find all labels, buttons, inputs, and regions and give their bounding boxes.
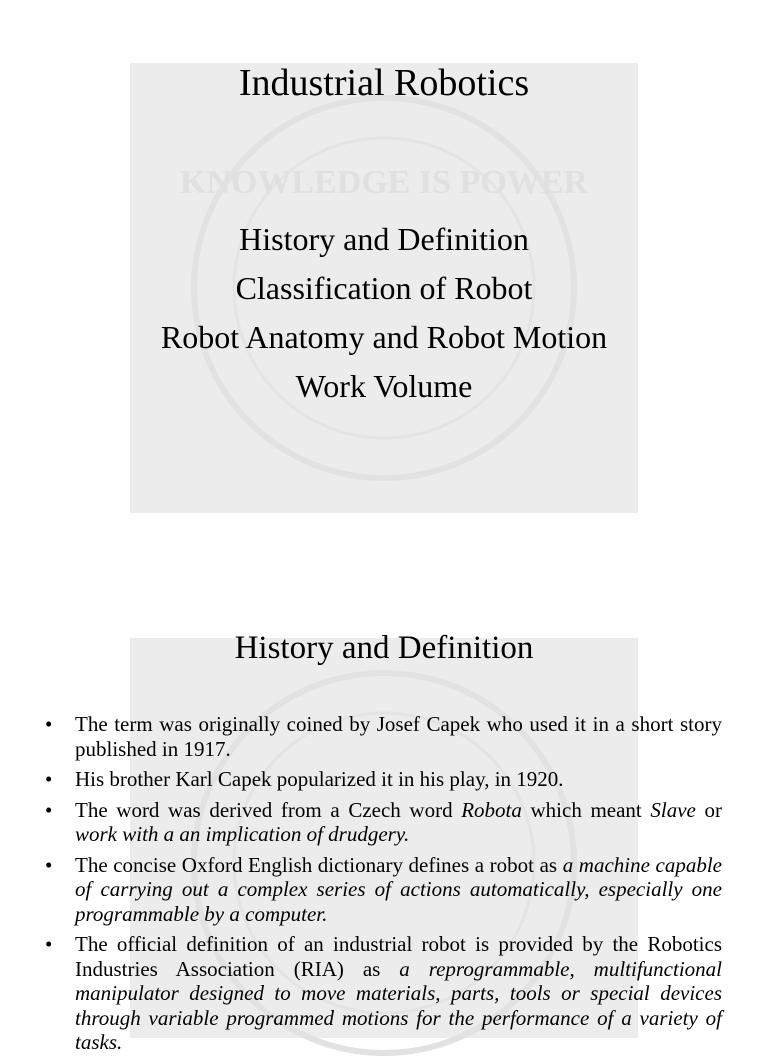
bullet-icon: •: [45, 712, 53, 736]
slide-title: History and Definition: [234, 630, 534, 666]
bullet-icon: •: [45, 767, 53, 791]
bullet-text-italic: Robota: [461, 797, 522, 822]
bullet-text: The official definition of an industrial robot is provided by the Robotics Industries Association (RIA) as: [75, 932, 722, 981]
bullet-item: [45, 797, 722, 847]
bullet-text: His brother Karl Capek popularized it in his play, in 1920.: [75, 767, 564, 791]
bullet-text-italic: Slave: [650, 797, 696, 822]
agenda-item: History and Definition: [239, 221, 529, 257]
bullet-text: The term was originally coined by Josef Capek who used it in a short story published in 1917.: [75, 712, 722, 761]
bullet-list: [45, 712, 723, 1061]
bullet-text-italic: a machine capable of carrying out a complex series of actions automatically, especially one programmable by a computer.: [75, 852, 722, 926]
slide-title: Industrial Robotics: [238, 62, 530, 104]
bullet-text-italic: a reprogrammable, multifunctional manipulator designed to move materials, parts, tools or special devices through variable programmed motions for the performance of a variety of tasks.: [75, 956, 723, 1054]
agenda-item: Work Volume: [295, 368, 473, 404]
agenda-item: Robot Anatomy and Robot Motion: [160, 319, 608, 355]
bullet-icon: •: [45, 852, 53, 877]
bullet-item: [45, 932, 723, 1055]
bullet-text: which meant: [521, 797, 651, 822]
bullet-text: The concise Oxford English dictionary defines a robot as: [75, 852, 563, 877]
bullet-item: [45, 852, 722, 927]
slide-history-definition: [0, 600, 768, 1054]
agenda-list: [0, 215, 768, 411]
bullet-icon: •: [45, 797, 53, 822]
bullet-text-italic: work with a an implication of drudgery.: [75, 822, 410, 846]
bullet-item: [45, 712, 722, 761]
bullet-text: The word was derived from a Czech word: [75, 797, 462, 822]
bullet-text: or: [695, 797, 722, 822]
bullet-icon: •: [45, 932, 53, 956]
agenda-item: Classification of Robot: [235, 270, 533, 306]
bullet-item: [45, 767, 722, 792]
watermark-text: KNOWLEDGE IS POWER: [179, 164, 589, 201]
